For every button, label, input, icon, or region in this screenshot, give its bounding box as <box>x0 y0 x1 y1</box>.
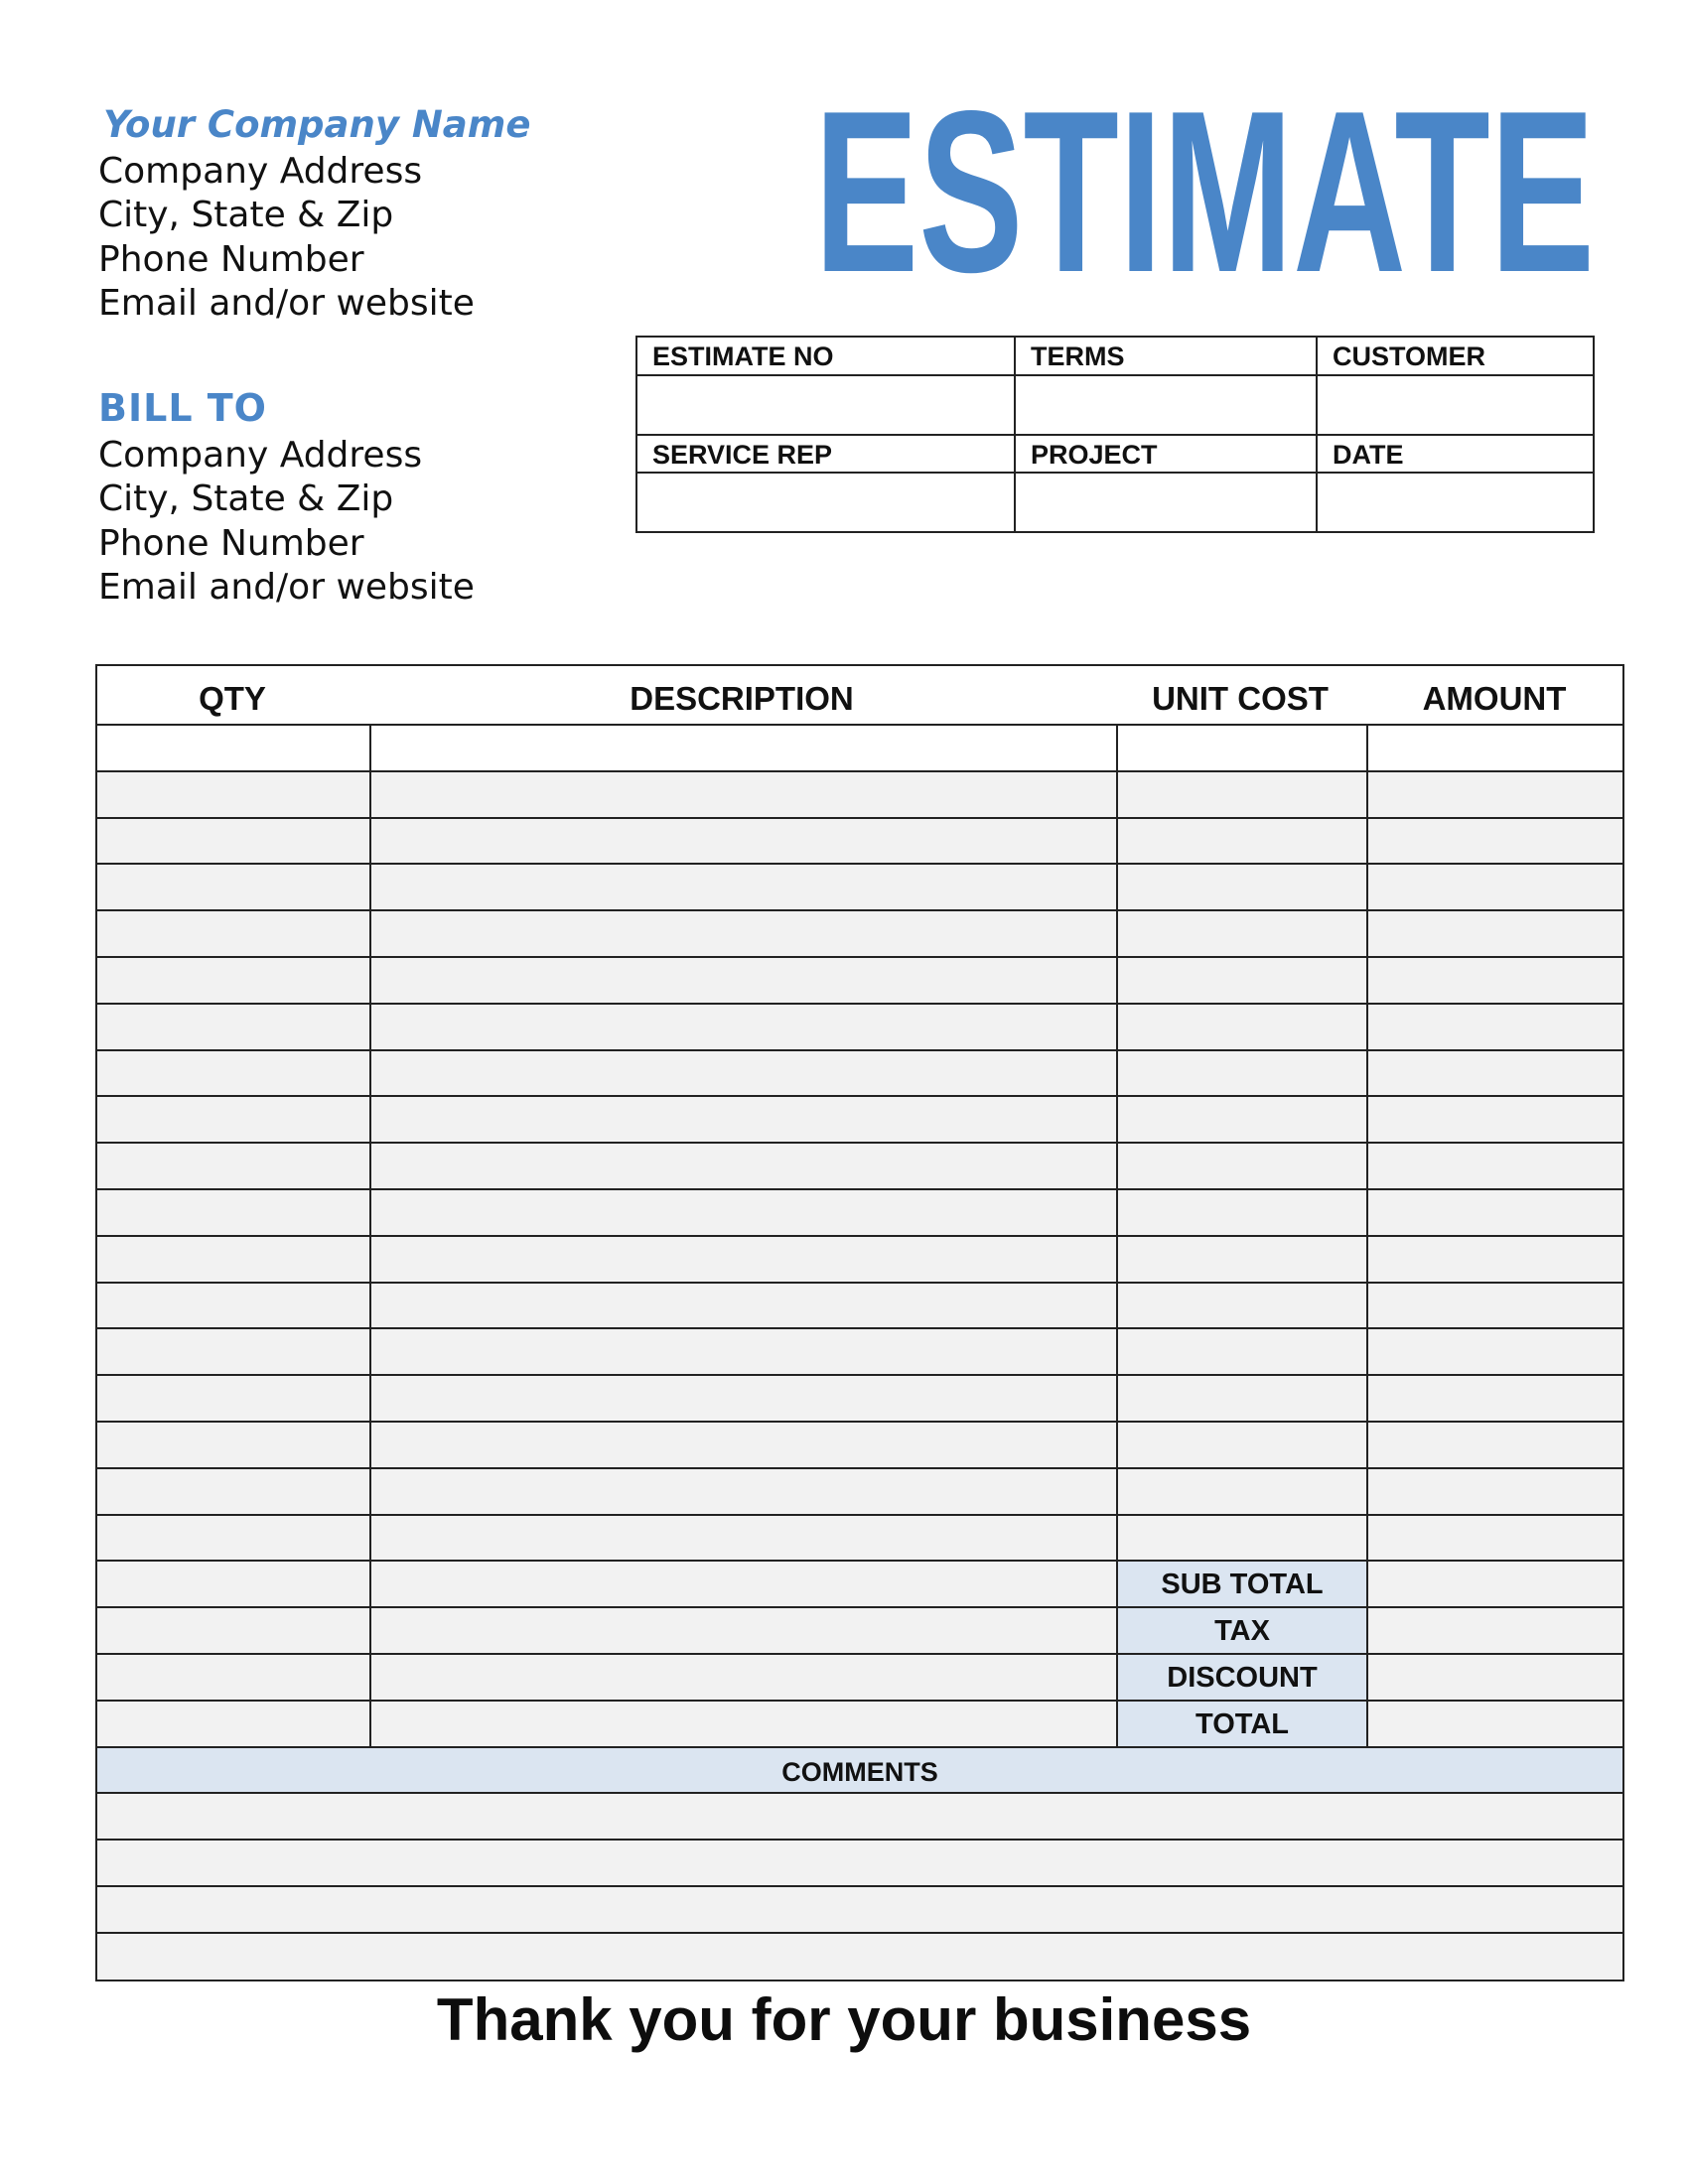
service-rep-field[interactable] <box>637 474 1014 531</box>
unit-cost-cell[interactable] <box>1116 726 1366 770</box>
total-value[interactable] <box>1366 1702 1622 1746</box>
estimate-no-field[interactable] <box>637 376 1014 434</box>
qty-cell[interactable] <box>97 911 369 956</box>
comment-line[interactable] <box>97 1885 1622 1932</box>
tax-value[interactable] <box>1366 1608 1622 1653</box>
amount-cell[interactable] <box>1366 1051 1622 1096</box>
unit-cost-cell[interactable] <box>1116 819 1366 864</box>
amount-cell[interactable] <box>1366 1190 1622 1235</box>
description-cell[interactable] <box>369 1051 1116 1096</box>
qty-cell[interactable] <box>97 1005 369 1049</box>
description-cell[interactable] <box>369 1376 1116 1421</box>
qty-cell[interactable] <box>97 1237 369 1282</box>
date-label: DATE <box>1333 440 1404 470</box>
project-field[interactable] <box>1016 474 1316 531</box>
company-email-website: Email and/or website <box>98 283 475 324</box>
description-cell[interactable] <box>369 1097 1116 1142</box>
unit-cost-cell[interactable] <box>1116 865 1366 909</box>
date-field[interactable] <box>1318 474 1593 531</box>
description-cell[interactable] <box>369 1005 1116 1049</box>
qty-cell[interactable] <box>97 1608 369 1653</box>
description-cell[interactable] <box>369 1469 1116 1514</box>
table-row <box>97 1653 1622 1700</box>
table-row <box>97 817 1622 864</box>
unit-cost-cell[interactable] <box>1116 1190 1366 1235</box>
description-cell[interactable] <box>369 1237 1116 1282</box>
bill-to-phone: Phone Number <box>98 523 364 564</box>
table-row <box>97 909 1622 956</box>
description-cell[interactable] <box>369 1655 1116 1700</box>
unit-cost-cell[interactable] <box>1116 1097 1366 1142</box>
unit-cost-cell[interactable] <box>1116 772 1366 817</box>
qty-cell[interactable] <box>97 1562 369 1606</box>
table-row <box>97 1095 1622 1142</box>
amount-cell[interactable] <box>1366 1469 1622 1514</box>
document-title <box>814 69 1595 288</box>
qty-cell[interactable] <box>97 1144 369 1188</box>
table-row <box>97 1235 1622 1282</box>
table-row <box>97 1467 1622 1514</box>
amount-cell[interactable] <box>1366 1097 1622 1142</box>
amount-cell[interactable] <box>1366 1005 1622 1049</box>
qty-cell[interactable] <box>97 1655 369 1700</box>
qty-cell[interactable] <box>97 819 369 864</box>
tax-label: TAX <box>1116 1608 1366 1653</box>
unit-cost-cell[interactable] <box>1116 1376 1366 1421</box>
comment-line[interactable] <box>97 1792 1622 1839</box>
amount-cell[interactable] <box>1366 911 1622 956</box>
qty-cell[interactable] <box>97 1516 369 1561</box>
unit-cost-cell[interactable] <box>1116 1051 1366 1096</box>
discount-label: DISCOUNT <box>1116 1655 1366 1700</box>
unit-cost-cell[interactable] <box>1116 1516 1366 1561</box>
sub-total-value[interactable] <box>1366 1562 1622 1606</box>
terms-field[interactable] <box>1016 376 1316 434</box>
description-cell[interactable] <box>369 1329 1116 1374</box>
table-row <box>97 1282 1622 1328</box>
qty-cell[interactable] <box>97 726 369 770</box>
discount-value[interactable] <box>1366 1655 1622 1700</box>
table-row <box>97 1142 1622 1188</box>
unit-cost-cell[interactable] <box>1116 911 1366 956</box>
description-cell[interactable] <box>369 819 1116 864</box>
description-cell[interactable] <box>369 911 1116 956</box>
bill-to-address: Company Address <box>98 435 423 476</box>
amount-cell[interactable] <box>1366 1144 1622 1188</box>
comment-line[interactable] <box>97 1839 1622 1885</box>
qty-cell[interactable] <box>97 772 369 817</box>
estimate-no-label: ESTIMATE NO <box>652 341 834 371</box>
table-row <box>97 1327 1622 1374</box>
description-cell[interactable] <box>369 1144 1116 1188</box>
estimate-info-table <box>635 336 1595 533</box>
unit-cost-cell[interactable] <box>1116 1423 1366 1467</box>
unit-cost-cell[interactable] <box>1116 1329 1366 1374</box>
description-cell[interactable] <box>369 1702 1116 1746</box>
bill-to-heading: BILL TO <box>98 386 267 430</box>
table-row <box>97 1560 1622 1606</box>
amount-cell[interactable] <box>1366 1423 1622 1467</box>
qty-cell[interactable] <box>97 1376 369 1421</box>
unit-cost-cell[interactable] <box>1116 1144 1366 1188</box>
customer-label: CUSTOMER <box>1333 341 1486 371</box>
description-cell[interactable] <box>369 1423 1116 1467</box>
line-items-table <box>95 664 1624 1981</box>
comments-header: COMMENTS <box>97 1746 1622 1793</box>
company-phone: Phone Number <box>98 239 364 280</box>
table-row <box>97 863 1622 909</box>
description-cell[interactable] <box>369 1562 1116 1606</box>
amount-cell[interactable] <box>1366 1376 1622 1421</box>
qty-cell[interactable] <box>97 1190 369 1235</box>
amount-column-header: AMOUNT <box>1422 680 1567 717</box>
unit-cost-cell[interactable] <box>1116 958 1366 1003</box>
unit-cost-cell[interactable] <box>1116 1469 1366 1514</box>
qty-cell[interactable] <box>97 1329 369 1374</box>
qty-cell[interactable] <box>97 1097 369 1142</box>
description-cell[interactable] <box>369 1284 1116 1328</box>
qty-cell[interactable] <box>97 1284 369 1328</box>
amount-cell[interactable] <box>1366 819 1622 864</box>
qty-cell[interactable] <box>97 1469 369 1514</box>
unit-cost-cell[interactable] <box>1116 1237 1366 1282</box>
thank-you-message: Thank you for your business <box>436 1986 1252 2053</box>
company-address: Company Address <box>98 151 423 192</box>
qty-cell[interactable] <box>97 1051 369 1096</box>
table-row <box>97 1188 1622 1235</box>
unit-cost-column-header: UNIT COST <box>1152 680 1329 717</box>
table-row <box>97 1374 1622 1421</box>
bill-to-city-state-zip: City, State & Zip <box>98 478 394 519</box>
table-row <box>97 1421 1622 1467</box>
qty-column-header: QTY <box>199 680 266 717</box>
description-cell[interactable] <box>369 958 1116 1003</box>
company-name: Your Company Name <box>103 103 531 146</box>
description-cell[interactable] <box>369 726 1116 770</box>
description-cell[interactable] <box>369 865 1116 909</box>
comment-line[interactable] <box>97 1932 1622 1979</box>
company-city-state-zip: City, State & Zip <box>98 195 394 235</box>
bill-to-email-website: Email and/or website <box>98 567 475 608</box>
description-column-header: DESCRIPTION <box>630 680 854 717</box>
document-title-text: ESTIMATE <box>814 69 1595 288</box>
amount-cell[interactable] <box>1366 772 1622 817</box>
table-row <box>97 956 1622 1003</box>
description-cell[interactable] <box>369 772 1116 817</box>
amount-cell[interactable] <box>1366 865 1622 909</box>
amount-cell[interactable] <box>1366 1329 1622 1374</box>
terms-label: TERMS <box>1031 341 1125 371</box>
amount-cell[interactable] <box>1366 726 1622 770</box>
table-row <box>97 770 1622 817</box>
qty-cell[interactable] <box>97 1423 369 1467</box>
unit-cost-cell[interactable] <box>1116 1284 1366 1328</box>
table-row <box>97 1049 1622 1096</box>
service-rep-label: SERVICE REP <box>652 440 833 470</box>
amount-cell[interactable] <box>1366 958 1622 1003</box>
description-cell[interactable] <box>369 1190 1116 1235</box>
amount-cell[interactable] <box>1366 1237 1622 1282</box>
table-row <box>97 724 1622 770</box>
total-label: TOTAL <box>1116 1702 1366 1746</box>
amount-cell[interactable] <box>1366 1284 1622 1328</box>
unit-cost-cell[interactable] <box>1116 1005 1366 1049</box>
table-row <box>97 1606 1622 1653</box>
customer-field[interactable] <box>1318 376 1593 434</box>
description-cell[interactable] <box>369 1608 1116 1653</box>
table-row <box>97 1700 1622 1746</box>
sub-total-label: SUB TOTAL <box>1116 1562 1366 1606</box>
qty-cell[interactable] <box>97 865 369 909</box>
qty-cell[interactable] <box>97 958 369 1003</box>
project-label: PROJECT <box>1031 440 1158 470</box>
table-row <box>97 1514 1622 1561</box>
qty-cell[interactable] <box>97 1702 369 1746</box>
table-row <box>97 1003 1622 1049</box>
description-cell[interactable] <box>369 1516 1116 1561</box>
amount-cell[interactable] <box>1366 1516 1622 1561</box>
